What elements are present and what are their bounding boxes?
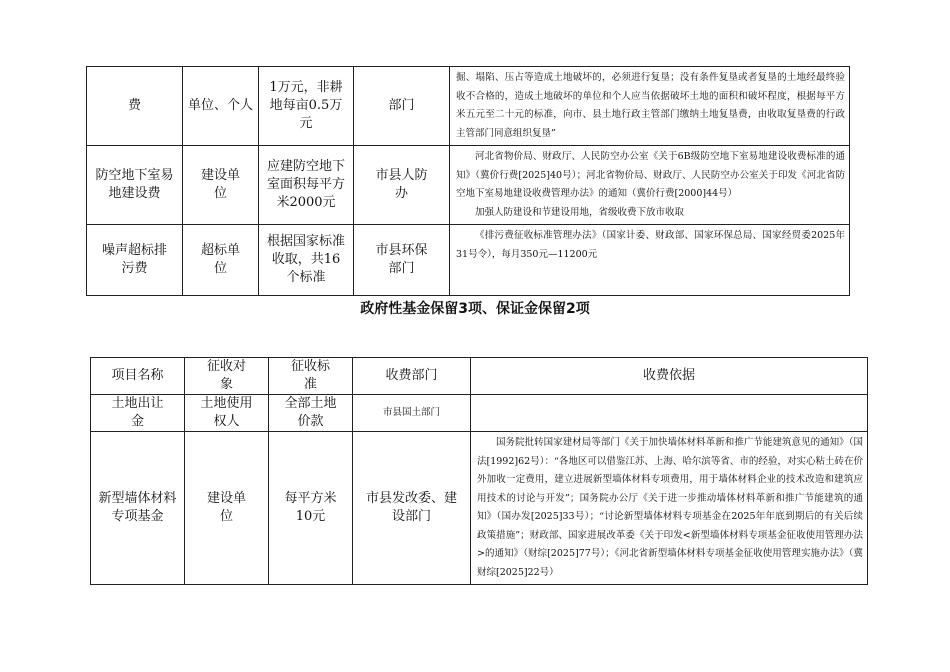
basis-cell: 国务院批转国家建材局等部门《关于加快墙体材料革新和推广节能建筑意见的通知》（国法[1992]62号）：“各地区可以借鉴江苏、上海、哈尔滨等省、市的经验，对实心粘土砖在价外加收一定费用，建立进展新型墙体材料专项费用，用于墙体材料企业的技术改造和建筑应用技术的讨论与开发”；国务院办公厅《关于进一步推动墙体材料革新和推广节能建筑的通知》（国办发[2025]33号）；“讨论新型墙体材料专项基金在2025年年底到期后的有关后续政策措施”；财政部、国家进展改革委《关于印发<新型墙体材料专项基金征收使用管理办法>的通知》（财综[2025]77号）；《河北省新型墙体材料专项基金征收使用管理实施办法》（冀财综[2025]22号） (471, 432, 868, 585)
table-row (87, 225, 850, 296)
standard-cell: 应建防空地下室面积每平方米2000元 (259, 146, 354, 225)
standard-cell: 全部土地价款 (269, 395, 353, 432)
basis-paragraph: 掘、塌陷、压占等造成土地破坏的，必须进行复垦；没有条件复垦或者复垦的土地经最终验收不合格的，造成土地破坏的单位和个人应当依据破坏土地的面积和破坏程度，根据每平方米五元至二十元的标准，向市、县土地行政主管部门缴纳土地复垦费，由收取复垦费的行政主管部门同意组织复垦” (456, 72, 845, 139)
dept-cell: 市县国土部门 (353, 395, 471, 432)
header-dept: 收费部门 (353, 358, 471, 395)
basis-paragraph: 加强人防建设和节建设用地，省级收费下放市收取 (475, 206, 685, 218)
target-cell: 建设单位 (185, 432, 269, 585)
basis-cell (450, 67, 850, 146)
fee-table-continued (86, 66, 850, 296)
table-row (87, 146, 850, 225)
basis-paragraph: 河北省物价局、财政厅、人民防空办公室《关于6B级防空地下室易地建设收费标准的通知》（冀价行费[2025]40号）；河北省物价局、财政厅、人民防空办公室关于印发《河北省防空地下室易地建设收费管理办法》的通知（冀价行费[2000]44号） (456, 151, 845, 199)
target-cell: 建设单位 (183, 146, 259, 225)
header-basis: 收费依据 (471, 358, 868, 395)
item-name-cell: 噪声超标排污费 (87, 225, 183, 296)
standard-cell: 1万元，非耕地每亩0.5万元 (259, 67, 354, 146)
basis-cell (450, 146, 850, 225)
basis-cell (450, 225, 850, 296)
header-target: 征收对象 (185, 358, 269, 395)
dept-cell: 部门 (354, 67, 450, 146)
fund-table (90, 357, 868, 585)
header-standard: 征收标准 (269, 358, 353, 395)
item-name-cell: 防空地下室易地建设费 (87, 146, 183, 225)
target-cell: 单位、个人 (183, 67, 259, 146)
basis-paragraph: 《排污费征收标准管理办法》（国家计委、财政部、国家环保总局、国家经贸委2025年31号令），每月350元—11200元 (456, 230, 845, 260)
dept-cell: 市县人防办 (354, 146, 450, 225)
table-row (87, 67, 850, 146)
dept-cell: 市县发改委、建设部门 (353, 432, 471, 585)
standard-cell: 每平方米10元 (269, 432, 353, 585)
item-name-cell: 土地出让金 (91, 395, 185, 432)
standard-cell: 根据国家标准收取，共16个标准 (259, 225, 354, 296)
basis-cell (471, 395, 868, 432)
table-header-row (91, 358, 868, 395)
target-cell: 超标单位 (183, 225, 259, 296)
table-row (91, 432, 868, 585)
table-row (91, 395, 868, 432)
header-item: 项目名称 (91, 358, 185, 395)
section-title: 政府性基金保留3项、保证金保留2项 (360, 301, 590, 317)
target-cell: 土地使用权人 (185, 395, 269, 432)
dept-cell: 市县环保部门 (354, 225, 450, 296)
item-name-cell: 新型墙体材料专项基金 (91, 432, 185, 585)
item-name-cell: 费 (87, 67, 183, 146)
